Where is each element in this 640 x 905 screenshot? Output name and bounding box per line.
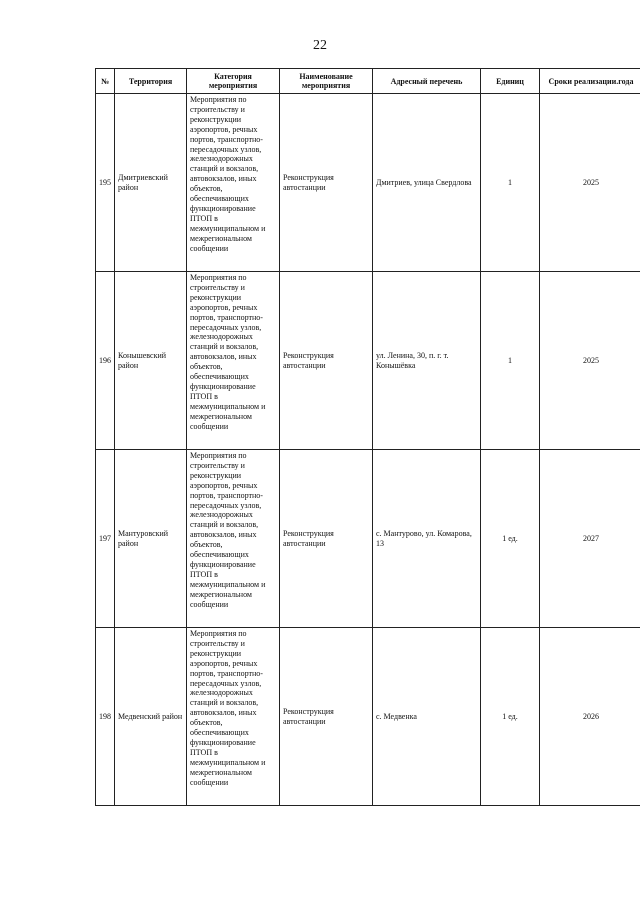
row-address: Дмитриев, улица Свердлова — [373, 94, 481, 272]
header-units: Единиц — [481, 69, 540, 94]
row-units: 1 ед. — [481, 450, 540, 628]
row-units: 1 — [481, 94, 540, 272]
row-address: ул. Ленина, 30, п. г. т. Конышёвка — [373, 272, 481, 450]
row-number: 198 — [96, 628, 115, 806]
row-number: 196 — [96, 272, 115, 450]
row-category: Мероприятия по строительству и реконструкции аэропортов, речных портов, транспортно-пересадочных узлов, железнодорожных станций и вокзалов, автовокзалов, иных объектов, обеспечивающих функционирование ПТОП в межмуниципальном и межрегиональном сообщении — [187, 94, 280, 272]
header-address: Адресный перечень — [373, 69, 481, 94]
row-name: Реконструкция автостанции — [280, 628, 373, 806]
header-num: № — [96, 69, 115, 94]
row-territory: Мантуровский район — [115, 450, 187, 628]
table-row — [96, 94, 640, 272]
header-terms: Сроки реализации.года — [540, 69, 640, 94]
row-name: Реконструкция автостанции — [280, 450, 373, 628]
row-territory: Конышевский район — [115, 272, 187, 450]
row-territory: Медвенский район — [115, 628, 187, 806]
row-category: Мероприятия по строительству и реконструкции аэропортов, речных портов, транспортно-пересадочных узлов, железнодорожных станций и вокзалов, автовокзалов, иных объектов, обеспечивающих функционирование ПТОП в межмуниципальном и межрегиональном сообщении — [187, 450, 280, 628]
row-term: 2026 — [540, 628, 640, 806]
row-territory: Дмитриевский район — [115, 94, 187, 272]
header-name: Наименование мероприятия — [280, 69, 373, 94]
row-address: с. Медвенка — [373, 628, 481, 806]
table-row — [96, 628, 640, 806]
row-term: 2025 — [540, 272, 640, 450]
projects-table — [95, 68, 640, 806]
row-category: Мероприятия по строительству и реконструкции аэропортов, речных портов, транспортно-пересадочных узлов, железнодорожных станций и вокзалов, автовокзалов, иных объектов, обеспечивающих функционирование ПТОП в межмуниципальном и межрегиональном сообщении — [187, 628, 280, 806]
row-term: 2027 — [540, 450, 640, 628]
row-name: Реконструкция автостанции — [280, 94, 373, 272]
header-category: Категория мероприятия — [187, 69, 280, 94]
row-units: 1 — [481, 272, 540, 450]
row-address: с. Мантурово, ул. Комарова, 13 — [373, 450, 481, 628]
row-category: Мероприятия по строительству и реконструкции аэропортов, речных портов, транспортно-пересадочных узлов, железнодорожных станций и вокзалов, автовокзалов, иных объектов, обеспечивающих функционирование ПТОП в межмуниципальном и межрегиональном сообщении — [187, 272, 280, 450]
row-units: 1 ед. — [481, 628, 540, 806]
page-number: 22 — [313, 38, 327, 53]
header-territory: Территория — [115, 69, 187, 94]
row-number: 195 — [96, 94, 115, 272]
table-header-row — [96, 69, 640, 94]
row-number: 197 — [96, 450, 115, 628]
row-name: Реконструкция автостанции — [280, 272, 373, 450]
table-row — [96, 272, 640, 450]
table-row — [96, 450, 640, 628]
row-term: 2025 — [540, 94, 640, 272]
